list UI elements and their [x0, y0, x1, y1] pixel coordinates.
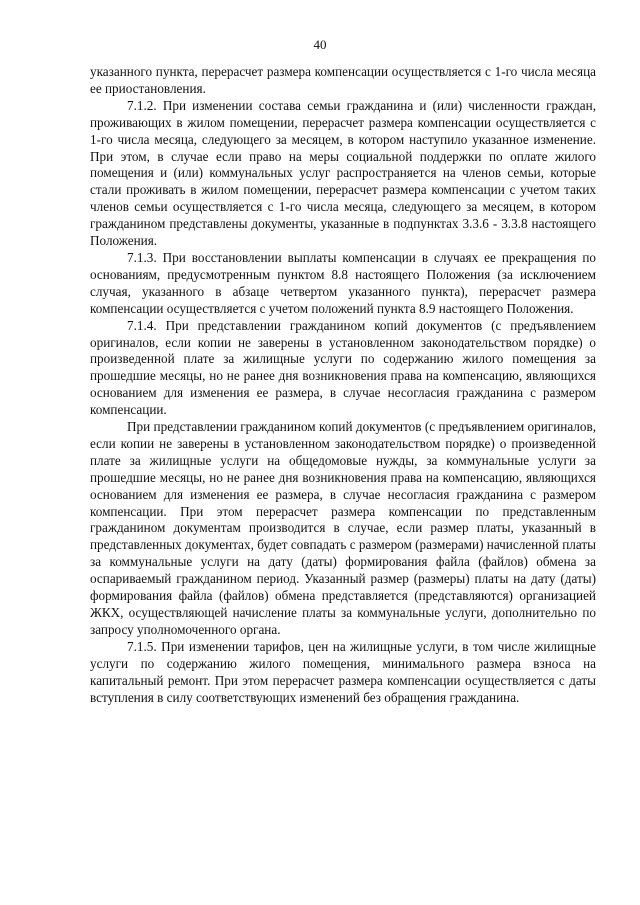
paragraph-7-1-4-continued: При представлении гражданином копий документов (с предъявлением оригиналов, если копии не заверены в установленном законодательством порядке) о произведенной плате за жилищные услуги на общедомовые нужды, за коммунальные услуги за прошедшие месяцы, но не ранее дня возникновения права на компенсацию, являющихся основанием для изменения ее размера, в случае несогласия гражданина с размером компенсации. При этом перерасчет размера компенсации по представленным гражданином документам производится в случае, если размер платы, указанный в представленных документах, будет совпадать с размером (размерами) начисленной платы за коммунальные услуги на дату (даты) формирования файла (файлов) обмена за оспариваемый гражданином период. Указанный размер (размеры) платы на дату (даты) формирования файла (файлов) обмена представляется (представляются) организацией ЖКХ, осуществляющей начисление платы за коммунальные услуги, дополнительно по запросу уполномоченного органа.	[90, 419, 596, 637]
paragraph-7-1-4: 7.1.4. При представлении гражданином копий документов (с предъявлением оригиналов, если копии не заверены в установленном законодательством порядке) о произведенной плате за жилищные услуги по содержанию жилого помещения за прошедшие месяцы, но не ранее дня возникновения права на компенсацию, являющихся основанием для изменения ее размера, в случае несогласия гражданина с размером компенсации.	[90, 317, 596, 418]
document-body	[90, 64, 596, 706]
paragraph-continuation: указанного пункта, перерасчет размера компенсации осуществляется с 1-го числа месяца ее приостановления.	[90, 64, 596, 96]
page-number: 40	[313, 37, 327, 52]
paragraph-7-1-3: 7.1.3. При восстановлении выплаты компенсации в случаях ее прекращения по основаниям, предусмотренным пунктом 8.8 настоящего Положения (за исключением случая, указанного в абзаце четвертом указанного пункта), перерасчет размера компенсации осуществляется с учетом положений пункта 8.9 настоящего Положения.	[90, 249, 596, 316]
paragraph-7-1-5: 7.1.5. При изменении тарифов, цен на жилищные услуги, в том числе жилищные услуги по содержанию жилого помещения, минимального размера взноса на капитальный ремонт. При этом перерасчет размера компенсации осуществляется с даты вступления в силу соответствующих изменений без обращения гражданина.	[90, 638, 596, 705]
paragraph-7-1-2: 7.1.2. При изменении состава семьи гражданина и (или) численности граждан, проживающих в жилом помещении, перерасчет размера компенсации осуществляется с 1-го числа месяца, следующего за месяцем, в котором наступило указанное изменение. При этом, в случае если право на меры социальной поддержки по оплате жилого помещения и (или) коммунальных услуг распространяется на членов семьи, которые стали проживать в жилом помещении, перерасчет размера компенсации с учетом таких членов семьи осуществляется с 1-го числа месяца, следующего за месяцем, в котором гражданином представлены документы, указанные в подпунктах 3.3.6 - 3.3.8 настоящего Положения.	[90, 97, 596, 249]
